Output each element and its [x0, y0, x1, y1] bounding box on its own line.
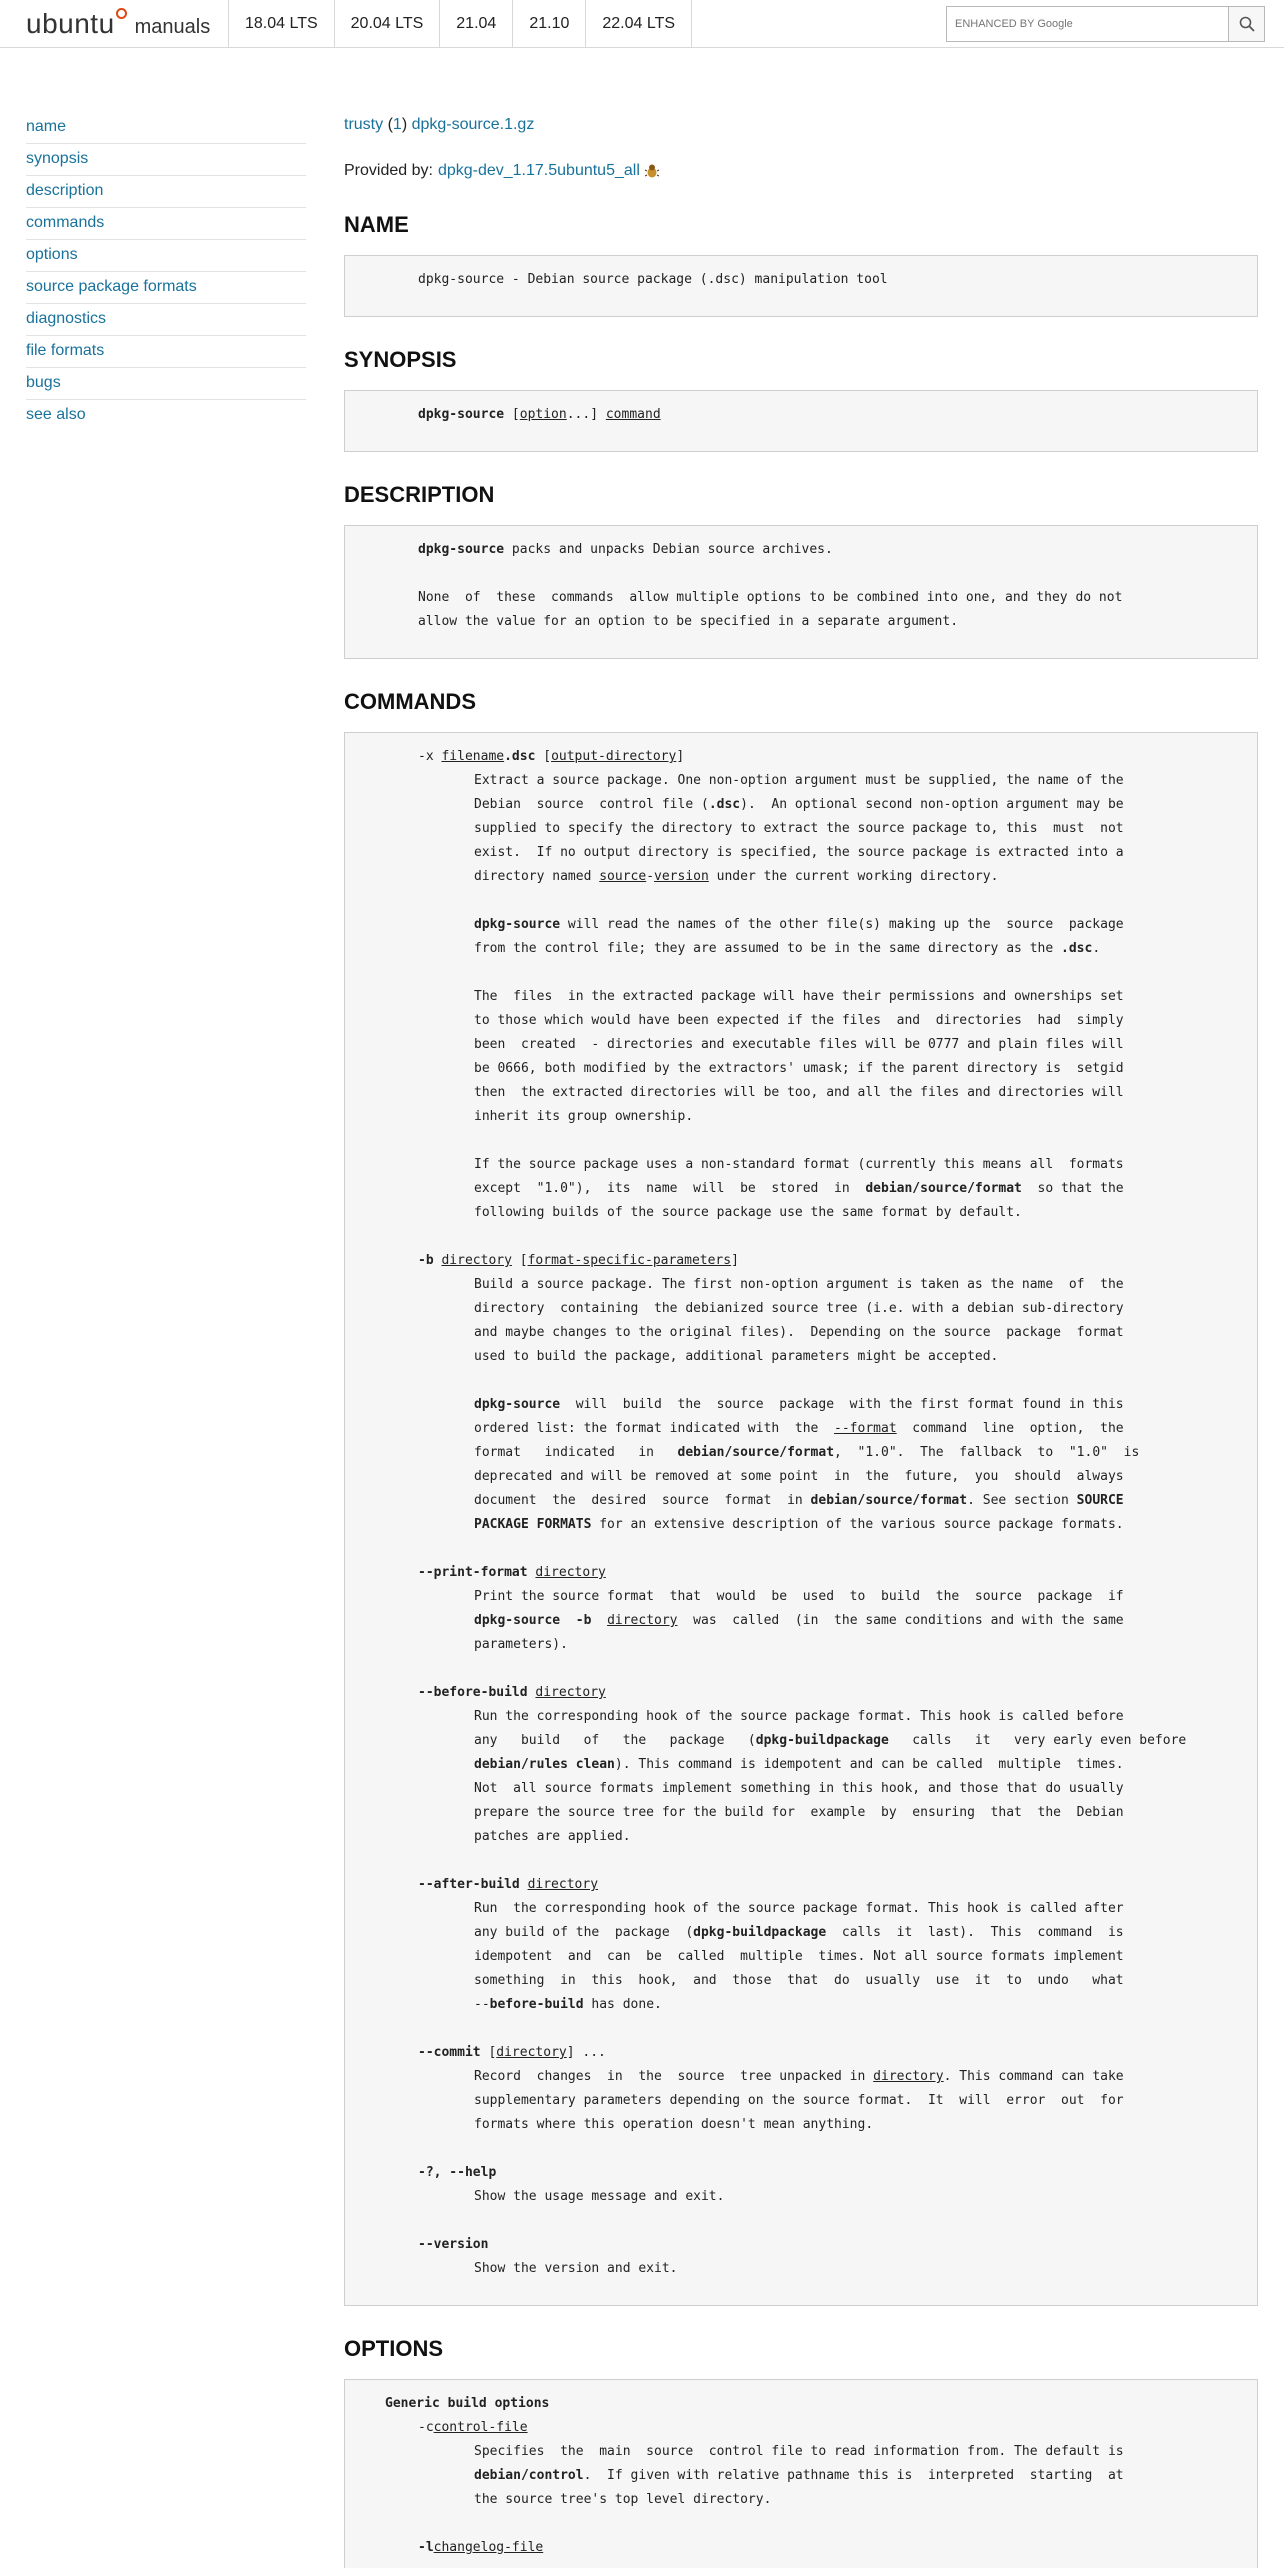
name-box [344, 255, 1258, 317]
search-box [946, 6, 1265, 42]
command-text-line: deprecated and will be removed at some point in the future, you should always [474, 1469, 1124, 1484]
synopsis-line: dpkg-source [option...] command [418, 407, 661, 422]
ubuntu-manuals-logo[interactable] [26, 8, 210, 40]
description-line: dpkg-source packs and unpacks Debian source archives. [418, 542, 833, 557]
sidebar-item-file-formats[interactable]: file formats [26, 336, 306, 368]
section-heading-name: NAME [344, 212, 409, 237]
description-line: None of these commands allow multiple options to be combined into one, and they do not [418, 590, 1123, 605]
command-text-line: Extract a source package. One non-option argument must be supplied, the name of the [474, 773, 1124, 788]
tab-release-21-04[interactable]: 21.04 [439, 0, 512, 47]
command-text-line: parameters). [474, 1637, 568, 1652]
command-text-line: directory named source-version under the current working directory. [474, 869, 999, 884]
sidebar-item-name[interactable]: name [26, 112, 306, 144]
option-text-line: debian/control. If given with relative pathname this is interpreted starting at [474, 2468, 1124, 2483]
command-text-line: Show the usage message and exit. [474, 2189, 725, 2204]
command-text-line: dpkg-source -b directory was called (in the same conditions and with the same [474, 1613, 1124, 1628]
command-text-line: formats where this operation doesn't mean anything. [474, 2117, 874, 2132]
command-text-line: been created - directories and executable files will be 0777 and plain files will [474, 1037, 1124, 1052]
command-text-line: used to build the package, additional parameters might be accepted. [474, 1349, 999, 1364]
logo-ubuntu-wordmark: ubuntu [26, 8, 115, 39]
provided-by-label: Provided by: [344, 162, 433, 179]
breadcrumb-page-link[interactable]: dpkg-source.1.gz [411, 116, 535, 133]
command-before-build-synopsis: --before-build directory [418, 1685, 606, 1700]
description-box [344, 525, 1258, 659]
breadcrumb-section-link[interactable]: 1 [392, 116, 402, 133]
command-text-line: dpkg-source will build the source package with the first format found in this [474, 1397, 1124, 1412]
sidebar-item-source-package-formats[interactable]: source package formats [26, 272, 306, 304]
release-tabs [228, 0, 692, 47]
breadcrumb: trusty (1) dpkg-source.1.gz [344, 116, 535, 133]
package-bug-icon[interactable] [644, 163, 660, 179]
command-text-line: prepare the source tree for the build for example by ensuring that the Debian [474, 1805, 1124, 1820]
option-c-synopsis: -ccontrol-file [418, 2420, 528, 2435]
command-text-line: Run the corresponding hook of the source package format. This hook is called after [474, 1901, 1124, 1916]
command-text-line: then the extracted directories will be too, and all the files and directories will [474, 1085, 1124, 1100]
command-text-line: Build a source package. The first non-option argument is taken as the name of the [474, 1277, 1124, 1292]
command-text-line: format indicated in debian/source/format, "1.0". The fallback to "1.0" is [474, 1445, 1140, 1460]
command-text-line: supplied to specify the directory to extract the source package to, this must not [474, 821, 1124, 836]
search-button[interactable] [1228, 7, 1264, 41]
command-text-line: debian/rules clean). This command is idempotent and can be called multiple times. [474, 1757, 1124, 1772]
command-text-line: something in this hook, and those that do usually use it to undo what [474, 1973, 1124, 1988]
command-text-line: --before-build has done. [474, 1997, 662, 2012]
option-text-line: Specifies the main source control file to read information from. The default is [474, 2444, 1124, 2459]
command-x-synopsis: -x filename.dsc [output-directory] [418, 749, 685, 764]
command-text-line: to those which would have been expected if the files and directories had simply [474, 1013, 1124, 1028]
section-heading-synopsis: SYNOPSIS [344, 347, 457, 372]
command-after-build-synopsis: --after-build directory [418, 1877, 599, 1892]
tab-release-20-04[interactable]: 20.04 LTS [334, 0, 440, 47]
command-text-line: from the control file; they are assumed to be in the same directory as the .dsc. [474, 941, 1101, 956]
sidebar-item-description[interactable]: description [26, 176, 306, 208]
sidebar-item-diagnostics[interactable]: diagnostics [26, 304, 306, 336]
command-text-line: Show the version and exit. [474, 2261, 678, 2276]
section-heading-options: OPTIONS [344, 2336, 444, 2361]
option-text-line: the source tree's top level directory. [474, 2492, 772, 2507]
command-text-line: patches are applied. [474, 1829, 631, 1844]
options-group-heading: Generic build options [385, 2396, 550, 2411]
breadcrumb-release-link[interactable]: trusty [344, 116, 384, 133]
command-text-line: any build of the package (dpkg-buildpackage calls it very early even before [474, 1733, 1187, 1748]
section-heading-commands: COMMANDS [344, 689, 476, 714]
command-print-format-synopsis: --print-format directory [418, 1565, 606, 1580]
logo-manuals-wordmark: manuals [134, 16, 211, 38]
top-navigation-bar [0, 0, 1284, 48]
command-commit-synopsis: --commit [directory] ... [418, 2045, 606, 2060]
provided-by [344, 160, 1258, 182]
command-text-line: directory containing the debianized source tree (i.e. with a debian sub-directory [474, 1301, 1124, 1316]
command-text-line: ordered list: the format indicated with the --format command line option, the [474, 1421, 1124, 1436]
command-text-line: Not all source formats implement something in this hook, and those that do usually [474, 1781, 1124, 1796]
sidebar-section-nav [26, 112, 306, 432]
tab-release-21-10[interactable]: 21.10 [512, 0, 585, 47]
sidebar-item-see-also[interactable]: see also [26, 406, 86, 423]
command-text-line: If the source package uses a non-standard format (currently this means all formats [474, 1157, 1124, 1172]
command-text-line: Debian source control file (.dsc). An optional second non-option argument may be [474, 797, 1124, 812]
command-text-line: idempotent and can be called multiple times. Not all source formats implement [474, 1949, 1124, 1964]
sidebar-item-bugs[interactable]: bugs [26, 368, 306, 400]
command-text-line: supplementary parameters depending on the source format. It will error out for [474, 2093, 1124, 2108]
command-text-line: PACKAGE FORMATS for an extensive description of the various source package formats. [474, 1517, 1124, 1532]
sidebar-item-synopsis[interactable]: synopsis [26, 144, 306, 176]
tab-release-22-04[interactable]: 22.04 LTS [585, 0, 692, 47]
command-text-line: Print the source format that would be used to build the source package if [474, 1589, 1124, 1604]
command-text-line: except "1.0"), its name will be stored in debian/source/format so that the [474, 1181, 1124, 1196]
commands-box [344, 732, 1258, 2306]
command-text-line: inherit its group ownership. [474, 1109, 694, 1124]
name-text: dpkg-source - Debian source package (.dsc) manipulation tool [418, 272, 888, 287]
option-l-synopsis: -lchangelog-file [418, 2540, 544, 2555]
sidebar-item-options[interactable]: options [26, 240, 306, 272]
command-text-line: dpkg-source will read the names of the other file(s) making up the source package [474, 917, 1124, 932]
command-text-line: Record changes in the source tree unpacked in directory. This command can take [474, 2069, 1124, 2084]
synopsis-box [344, 390, 1258, 452]
manpage-content [344, 116, 1258, 2568]
command-help-synopsis: -?, --help [418, 2165, 497, 2180]
search-input[interactable] [947, 7, 1228, 41]
tab-release-18-04[interactable]: 18.04 LTS [228, 0, 334, 47]
description-line: allow the value for an option to be specified in a separate argument. [418, 614, 959, 629]
command-version-synopsis: --version [418, 2237, 489, 2252]
package-link[interactable]: dpkg-dev_1.17.5ubuntu5_all [437, 162, 640, 179]
command-text-line: and maybe changes to the original files). Depending on the source package format [474, 1325, 1124, 1340]
command-text-line: any build of the package (dpkg-buildpackage calls it last). This command is [474, 1925, 1124, 1940]
options-box [344, 2379, 1258, 2568]
command-text-line: be 0666, both modified by the extractors' umask; if the parent directory is setgid [474, 1061, 1124, 1076]
search-icon [1239, 16, 1255, 32]
command-text-line: Run the corresponding hook of the source package format. This hook is called before [474, 1709, 1124, 1724]
command-text-line: The files in the extracted package will have their permissions and ownerships set [474, 989, 1124, 1004]
command-text-line: following builds of the source package use the same format by default. [474, 1205, 1022, 1220]
command-text-line: exist. If no output directory is specified, the source package is extracted into a [474, 845, 1124, 860]
section-heading-description: DESCRIPTION [344, 482, 495, 507]
command-b-synopsis: -b directory [format-specific-parameters] [418, 1253, 739, 1268]
sidebar-item-commands[interactable]: commands [26, 208, 306, 240]
command-text-line: document the desired source format in debian/source/format. See section SOURCE [474, 1493, 1124, 1508]
circle-of-friends-icon [116, 8, 127, 19]
